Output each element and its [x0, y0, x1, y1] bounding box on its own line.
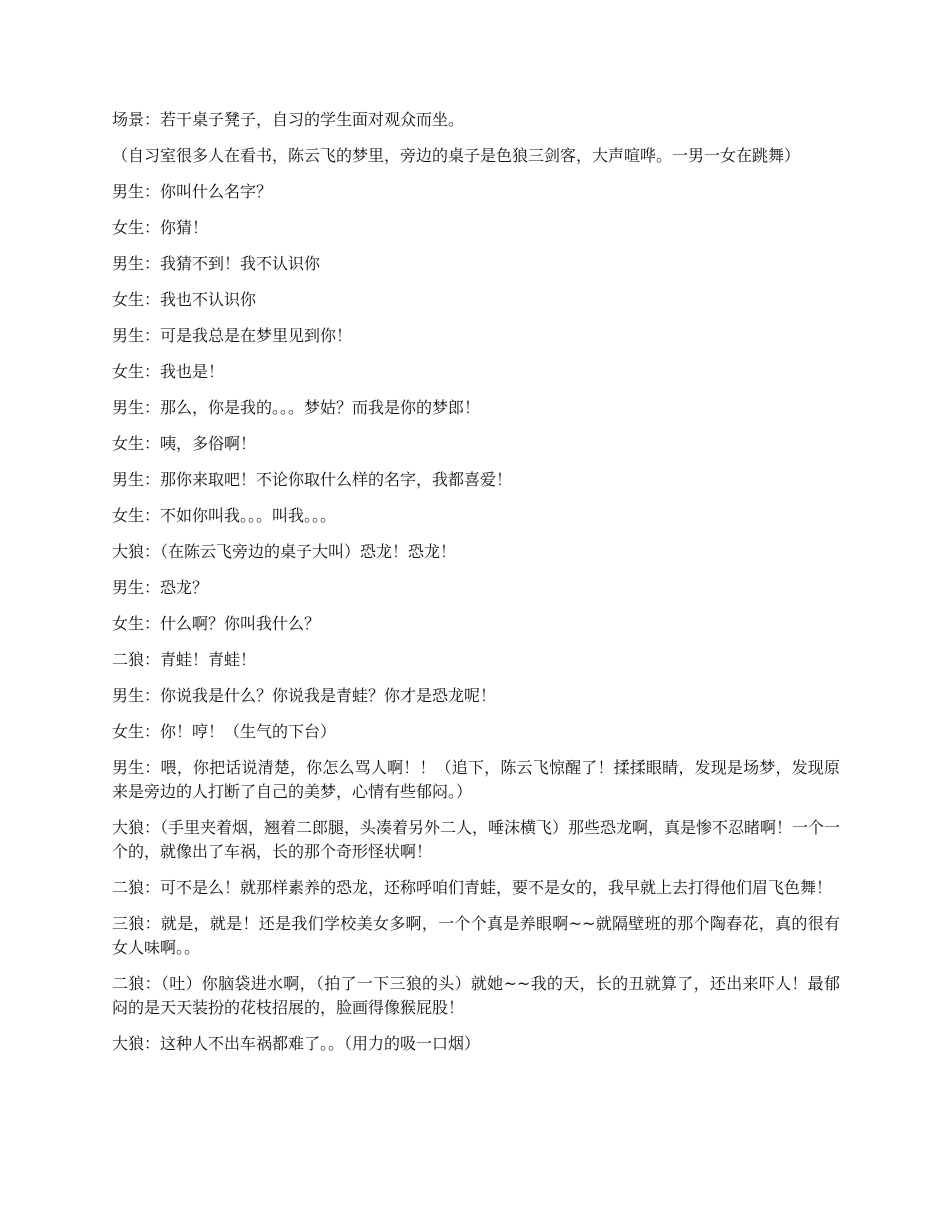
- dialogue-line: 男生：可是我总是在梦里见到你！: [112, 326, 353, 345]
- dialogue-line: 男生：你叫什么名字？: [112, 182, 273, 201]
- dialogue-line: 女生：我也不认识你: [112, 290, 257, 309]
- dialogue-line: 二狼：青蛙！青蛙！: [112, 650, 257, 669]
- dialogue-line: 女生：不如你叫我。。。叫我。。。: [112, 506, 337, 525]
- dialogue-line: 二狼：可不是么！就那样素养的恐龙，还称呼咱们青蛙，要不是女的，我早就上去打得他们眉飞色舞！: [112, 878, 833, 897]
- dialogue-line: 大狼：（手里夹着烟，翘着二郎腿，头凑着另外二人，唾沫横飞）那些恐龙啊，真是惨不忍睹啊！一个一个的，就像出了车祸，长的那个奇形怪状啊！: [112, 818, 841, 861]
- dialogue-line: 女生：咦，多俗啊！: [112, 434, 257, 453]
- dialogue-line: 大狼：这种人不出车祸都难了。。（用力的吸一口烟）: [112, 1034, 481, 1053]
- dialogue-line: 二狼：（吐）你脑袋进水啊，（拍了一下三狼的头）就她~~我的天，长的丑就算了，还出来吓人！最郁闷的是天天装扮的花枝招展的，脸画得像猴屁股！: [112, 974, 840, 1017]
- dialogue-line: 男生：那你来取吧！不论你取什么样的名字，我都喜爱！: [112, 470, 513, 489]
- dialogue-line: 男生：喂，你把话说清楚，你怎么骂人啊！！（追下，陈云飞惊醒了！揉揉眼睛，发现是场梦，发现原来是旁边的人打断了自己的美梦，心情有些郁闷。）: [112, 758, 840, 801]
- dialogue-line: 大狼：（在陈云飞旁边的桌子大叫）恐龙！恐龙！: [112, 542, 457, 561]
- dialogue-line: 女生：你！哼！（生气的下台）: [112, 722, 337, 741]
- dialogue-line: 男生：我猜不到！我不认识你: [112, 254, 321, 273]
- dialogue-line: 女生：什么啊？你叫我什么？: [112, 614, 321, 633]
- dialogue-line: 男生：你说我是什么？你说我是青蛙？你才是恐龙呢！: [112, 686, 497, 705]
- dialogue-line: 女生：我也是！: [112, 362, 225, 381]
- dialogue-line: 女生：你猜！: [112, 218, 209, 237]
- dialogue-line: 男生：恐龙？: [112, 578, 209, 597]
- scene-description: 场景：若干桌子凳子，自习的学生面对观众而坐。: [112, 110, 465, 129]
- document-body: [112, 108, 840, 1068]
- dialogue-line: 男生：那么，你是我的。。。梦姑？而我是你的梦郎！: [112, 398, 481, 417]
- stage-direction: （自习室很多人在看书，陈云飞的梦里，旁边的桌子是色狼三剑客，大声喧哗。一男一女在跳舞）: [112, 146, 801, 165]
- dialogue-line: 三狼：就是，就是！还是我们学校美女多啊，一个个真是养眼啊~~就隔壁班的那个陶春花，真的很有女人味啊。。: [112, 914, 840, 957]
